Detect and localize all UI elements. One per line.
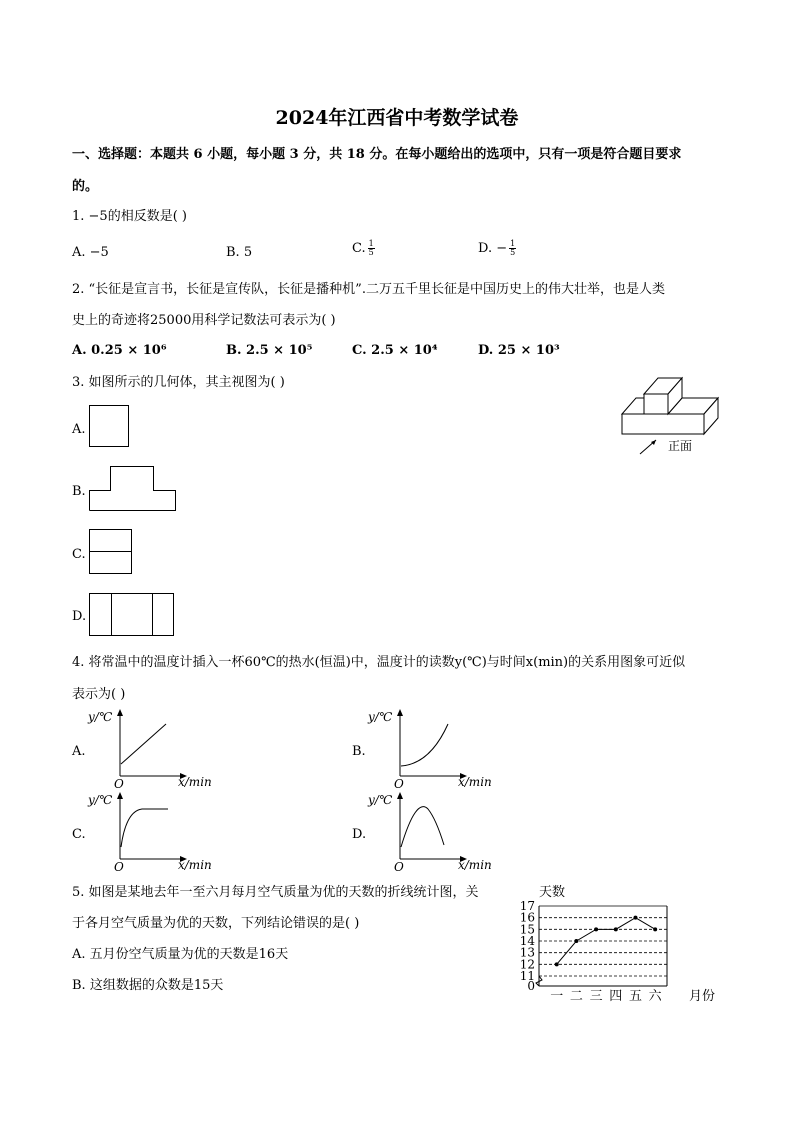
q4-option-c-label: C. — [72, 827, 86, 842]
q4a-origin: O — [114, 777, 124, 791]
q4d-origin: O — [394, 860, 404, 874]
q3-option-c-figure — [89, 529, 134, 576]
section-header-line2: 的。 — [72, 179, 99, 194]
q4-stem-line1: 4. 将常温中的温度计插入一杯60℃的热水(恒温)中，温度计的读数y(℃)与时间x(min)的关系用图象可近似 — [72, 655, 686, 670]
q1-option-d — [478, 240, 516, 257]
q2-option-b: B. 2.5 × 10⁵ — [226, 343, 313, 358]
q4-stem-line2: 表示为( ) — [72, 687, 126, 702]
q1-option-b: B. 5 — [226, 245, 253, 260]
chart-x-tick-label: 一 — [550, 989, 564, 1004]
q2-stem-line2: 史上的奇迹将25000用科学记数法可表示为( ) — [72, 313, 336, 328]
chart-x-tick-label: 四 — [609, 989, 623, 1004]
q4b-origin: O — [394, 777, 404, 791]
chart-data-point — [555, 962, 559, 966]
q5-line-chart — [515, 880, 725, 1008]
q3-stem: 3. 如图所示的几何体，其主视图为( ) — [72, 375, 285, 390]
chart-data-point — [574, 939, 578, 943]
chart-x-tick-label: 五 — [628, 989, 643, 1004]
q4-option-b-label: B. — [352, 744, 366, 759]
q3-option-b-label: B. — [72, 484, 86, 499]
q1-option-a: A. −5 — [72, 245, 109, 260]
q2-option-d: D. 25 × 10³ — [478, 343, 560, 358]
q4-graph-c — [88, 789, 228, 875]
q4c-y-label: y/℃ — [88, 793, 113, 807]
q4-option-d-label: D. — [352, 827, 367, 842]
chart-data-point — [614, 927, 618, 931]
q4b-curve — [401, 724, 448, 766]
q3-option-d-figure — [89, 593, 175, 638]
q4-graph-d — [368, 789, 508, 875]
q4-graph-a — [88, 706, 228, 792]
q5-stem-line1: 5. 如图是某地去年一至六月每月空气质量为优的天数的折线统计图，关 — [72, 885, 479, 900]
q1-option-c-numerator: 1 — [368, 239, 374, 248]
q2-option-c: C. 2.5 × 10⁴ — [352, 343, 438, 358]
q4b-y-label: y/℃ — [368, 710, 393, 724]
chart-x-tick-label: 三 — [589, 989, 603, 1004]
q4a-curve — [121, 724, 166, 764]
q4a-y-label: y/℃ — [88, 710, 113, 724]
q1-stem: 1. −5的相反数是( ) — [72, 209, 187, 224]
q3-option-c-label: C. — [72, 547, 86, 562]
q1-option-d-denominator: 5 — [510, 248, 516, 257]
q4-graph-b — [368, 706, 508, 792]
q2-stem-line1: 2. “长征是宣言书，长征是宣传队，长征是播种机”.二万五千里长征是中国历史上的伟大壮举，也是人类 — [72, 282, 665, 297]
q5-option-a: A. 五月份空气质量为优的天数是16天 — [72, 947, 289, 962]
q3-option-a-figure — [89, 405, 131, 449]
chart-y-tick-label: 13 — [519, 945, 535, 960]
chart-x-tick-label: 二 — [569, 989, 583, 1004]
q2-option-a: A. 0.25 × 10⁶ — [72, 343, 167, 358]
chart-data-point — [653, 927, 657, 931]
chart-y-tick-label: 11 — [519, 969, 535, 983]
chart-x-axis-label: 月份 — [689, 989, 716, 1004]
q5-option-b: B. 这组数据的众数是15天 — [72, 978, 224, 993]
chart-y-axis-label: 天数 — [539, 885, 566, 900]
q4d-y-label: y/℃ — [368, 793, 393, 807]
q1-option-c-prefix: C. — [352, 241, 366, 256]
q3-front-label: 正面 — [668, 439, 693, 453]
chart-data-point — [633, 916, 637, 920]
chart-y-tick-label: 0 — [527, 979, 535, 993]
q4d-curve — [401, 807, 444, 847]
page-title: 2024年江西省中考数学试卷 — [275, 107, 519, 129]
chart-y-tick-label: 17 — [519, 899, 535, 913]
q4-option-a-label: A. — [72, 744, 86, 759]
q5-stem-line2: 于各月空气质量为优的天数，下列结论错误的是( ) — [72, 916, 360, 931]
q1-option-d-prefix: D. − — [478, 241, 508, 256]
q1-option-c-denominator: 5 — [368, 248, 374, 257]
section-header-line1: 一、选择题：本题共 6 小题，每小题 3 分，共 18 分。在每小题给出的选项中，只有一项是符合题目要求 — [72, 147, 682, 162]
q4c-origin: O — [114, 860, 124, 874]
chart-y-tick-label: 16 — [519, 910, 535, 925]
chart-y-tick-label: 14 — [519, 934, 535, 948]
chart-data-point — [594, 927, 598, 931]
q4b-x-label: x/min — [458, 775, 492, 789]
q1-option-d-numerator: 1 — [510, 239, 516, 248]
chart-y-tick-label: 15 — [519, 922, 535, 937]
q4a-x-label: x/min — [178, 775, 212, 789]
q3-option-b-figure — [89, 466, 177, 512]
q3-option-a-label: A. — [72, 422, 86, 437]
q4c-curve — [121, 809, 168, 847]
chart-y-tick-label: 12 — [519, 957, 535, 972]
q1-option-c — [352, 240, 375, 257]
q4d-x-label: x/min — [458, 858, 492, 872]
chart-x-tick-label: 六 — [648, 989, 662, 1004]
q3-option-d-label: D. — [72, 609, 87, 624]
q4c-x-label: x/min — [178, 858, 212, 872]
q3-solid-figure — [620, 372, 730, 457]
